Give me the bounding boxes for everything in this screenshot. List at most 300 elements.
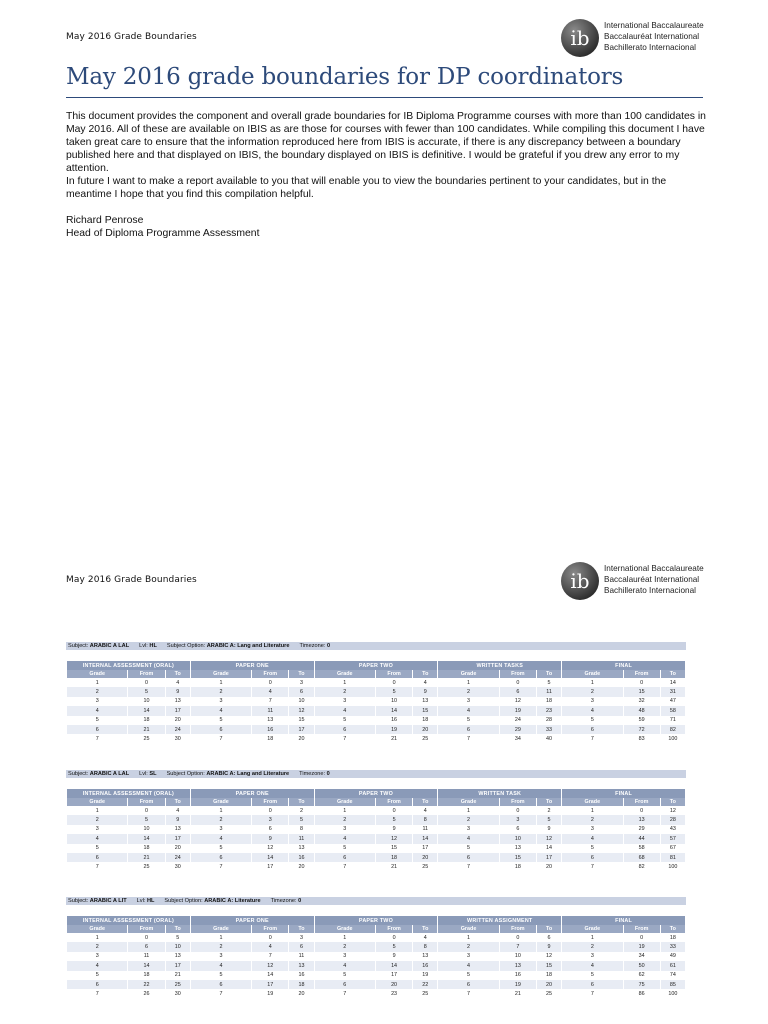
table-cell: 18 (537, 697, 561, 706)
subject-timezone: 0 (326, 771, 330, 777)
table-cell: 2 (438, 815, 498, 824)
header-label-2: May 2016 Grade Boundaries (66, 575, 197, 585)
table-cell: 6 (289, 687, 313, 696)
subject-level: HL (149, 643, 157, 649)
table-cell: 9 (376, 825, 412, 834)
col-header-to: To (413, 925, 437, 933)
table-cell: 67 (661, 844, 685, 853)
table-cell: 4 (562, 834, 622, 843)
table-cell: 1 (191, 933, 251, 942)
table-row (67, 734, 685, 743)
table-cell: 57 (661, 834, 685, 843)
table-cell: 5 (438, 844, 498, 853)
table-cell: 18 (376, 853, 412, 862)
table-cell: 20 (537, 862, 561, 871)
table-cell: 5 (289, 815, 313, 824)
table-row (67, 942, 685, 951)
col-header-grade: Grade (191, 798, 251, 806)
table-cell: 20 (413, 725, 437, 734)
col-header-from: From (128, 798, 164, 806)
table-cell: 7 (191, 862, 251, 871)
table-cell: 15 (413, 706, 437, 715)
table-cell: 3 (67, 952, 127, 961)
table-cell: 6 (438, 725, 498, 734)
col-header-from: From (128, 670, 164, 678)
table-cell: 30 (166, 862, 190, 871)
component-header: WRITTEN TASK (438, 789, 561, 798)
table-cell: 50 (624, 961, 660, 970)
table-cell: 5 (191, 716, 251, 725)
col-header-grade: Grade (191, 670, 251, 678)
table-cell: 10 (128, 825, 164, 834)
table-cell: 5 (562, 716, 622, 725)
table-cell: 7 (67, 734, 127, 743)
table-cell: 4 (315, 706, 375, 715)
table-cell: 3 (315, 952, 375, 961)
table-cell: 17 (166, 961, 190, 970)
table-cell: 5 (537, 815, 561, 824)
page-header-2 (66, 561, 706, 601)
table-cell: 9 (252, 834, 288, 843)
logo-line-fr: Baccalauréat International (604, 32, 700, 41)
col-header-to: To (289, 670, 313, 678)
table-cell: 68 (624, 853, 660, 862)
table-cell: 32 (624, 697, 660, 706)
col-header-to: To (289, 798, 313, 806)
table-cell: 7 (67, 862, 127, 871)
table-cell: 0 (500, 678, 536, 687)
col-header-grade: Grade (315, 798, 375, 806)
table-cell: 5 (376, 687, 412, 696)
table-cell: 75 (624, 980, 660, 989)
document-title: May 2016 grade boundaries for DP coordinators (66, 64, 624, 90)
table-cell: 1 (191, 806, 251, 815)
table-cell: 5 (166, 933, 190, 942)
table-cell: 3 (315, 697, 375, 706)
col-header-from: From (376, 798, 412, 806)
table-cell: 6 (438, 853, 498, 862)
table-cell: 5 (67, 844, 127, 853)
table-row (67, 825, 685, 834)
table-cell: 1 (191, 678, 251, 687)
table-cell: 43 (661, 825, 685, 834)
table-cell: 44 (624, 834, 660, 843)
col-header-to: To (166, 798, 190, 806)
table-row (67, 806, 685, 815)
table-cell: 15 (500, 853, 536, 862)
component-header: INTERNAL ASSESSMENT (ORAL) (67, 661, 190, 670)
table-cell: 47 (661, 697, 685, 706)
table-cell: 1 (315, 933, 375, 942)
table-cell: 9 (413, 687, 437, 696)
grade-boundary-table (66, 789, 686, 872)
component-header: INTERNAL ASSESSMENT (ORAL) (67, 916, 190, 925)
table-cell: 34 (500, 734, 536, 743)
table-cell: 2 (537, 806, 561, 815)
table-cell: 48 (624, 706, 660, 715)
table-cell: 8 (289, 825, 313, 834)
col-header-from: From (624, 798, 660, 806)
component-header: PAPER ONE (191, 789, 314, 798)
table-cell: 18 (128, 716, 164, 725)
col-header-to: To (537, 798, 561, 806)
table-cell: 7 (252, 697, 288, 706)
table-cell: 6 (252, 825, 288, 834)
page-header (66, 18, 706, 58)
table-cell: 9 (376, 952, 412, 961)
table-cell: 7 (191, 734, 251, 743)
table-cell: 14 (128, 834, 164, 843)
table-cell: 14 (128, 706, 164, 715)
table-row (67, 862, 685, 871)
boundary-block (66, 642, 686, 743)
table-cell: 2 (67, 687, 127, 696)
table-cell: 19 (624, 942, 660, 951)
subject-name: ARABIC A LAL (89, 771, 130, 777)
table-cell: 5 (562, 971, 622, 980)
table-cell: 3 (562, 952, 622, 961)
table-row (67, 716, 685, 725)
col-header-grade: Grade (562, 798, 622, 806)
table-cell: 9 (537, 825, 561, 834)
table-cell: 21 (376, 862, 412, 871)
table-cell: 3 (252, 815, 288, 824)
ib-seal-icon (560, 18, 600, 58)
table-cell: 1 (438, 806, 498, 815)
table-cell: 13 (252, 716, 288, 725)
table-cell: 0 (624, 678, 660, 687)
table-row (67, 687, 685, 696)
component-header: PAPER TWO (315, 916, 438, 925)
col-header-to: To (537, 670, 561, 678)
component-header: FINAL (562, 661, 685, 670)
table-cell: 17 (413, 844, 437, 853)
table-cell: 20 (289, 989, 313, 998)
table-cell: 6 (191, 725, 251, 734)
table-cell: 4 (315, 961, 375, 970)
table-cell: 6 (67, 853, 127, 862)
table-cell: 49 (661, 952, 685, 961)
table-cell: 6 (562, 853, 622, 862)
subject-level: HL (146, 898, 155, 904)
table-cell: 14 (661, 678, 685, 687)
table-cell: 3 (500, 815, 536, 824)
table-cell: 23 (537, 706, 561, 715)
table-cell: 10 (128, 697, 164, 706)
table-cell: 10 (166, 942, 190, 951)
table-cell: 16 (289, 853, 313, 862)
table-cell: 4 (191, 706, 251, 715)
col-header-from: From (252, 798, 288, 806)
subject-bar: Subject: ARABIC A LAL Lvl: SL Subject Option: ARABIC A: Lang and Literature Timezone: 0 (66, 770, 686, 778)
table-cell: 2 (315, 815, 375, 824)
svg-text:ib: ib (570, 26, 590, 50)
table-cell: 15 (289, 716, 313, 725)
table-cell: 7 (252, 952, 288, 961)
table-cell: 4 (67, 834, 127, 843)
table-cell: 4 (413, 933, 437, 942)
subject-level: SL (149, 771, 157, 777)
table-cell: 14 (413, 834, 437, 843)
table-cell: 22 (128, 980, 164, 989)
table-cell: 11 (128, 952, 164, 961)
table-cell: 1 (315, 806, 375, 815)
table-cell: 28 (537, 716, 561, 725)
col-header-from: From (500, 925, 536, 933)
table-cell: 16 (413, 961, 437, 970)
table-cell: 3 (562, 697, 622, 706)
col-header-grade: Grade (67, 670, 127, 678)
table-cell: 13 (624, 815, 660, 824)
table-cell: 4 (252, 687, 288, 696)
col-header-to: To (166, 670, 190, 678)
table-cell: 20 (289, 862, 313, 871)
col-header-from: From (624, 925, 660, 933)
table-cell: 20 (376, 980, 412, 989)
table-cell: 0 (128, 933, 164, 942)
table-cell: 6 (562, 980, 622, 989)
table-cell: 4 (438, 961, 498, 970)
table-cell: 18 (537, 971, 561, 980)
table-cell: 13 (166, 697, 190, 706)
table-row (67, 697, 685, 706)
table-cell: 10 (289, 697, 313, 706)
table-cell: 14 (537, 844, 561, 853)
table-cell: 6 (315, 725, 375, 734)
table-cell: 5 (315, 844, 375, 853)
table-cell: 4 (562, 706, 622, 715)
table-cell: 7 (67, 989, 127, 998)
table-cell: 7 (562, 989, 622, 998)
table-cell: 4 (191, 961, 251, 970)
table-cell: 0 (252, 933, 288, 942)
table-cell: 25 (537, 989, 561, 998)
table-cell: 5 (562, 844, 622, 853)
table-cell: 83 (624, 734, 660, 743)
table-cell: 17 (166, 706, 190, 715)
table-row (67, 678, 685, 687)
col-header-from: From (376, 925, 412, 933)
table-row (67, 844, 685, 853)
table-cell: 2 (315, 687, 375, 696)
boundary-block (66, 770, 686, 871)
table-cell: 24 (166, 853, 190, 862)
ib-logo-2 (560, 561, 710, 601)
table-cell: 17 (289, 725, 313, 734)
grade-boundary-table (66, 916, 686, 999)
col-header-from: From (500, 798, 536, 806)
table-cell: 72 (624, 725, 660, 734)
table-cell: 31 (661, 687, 685, 696)
col-header-grade: Grade (438, 925, 498, 933)
table-cell: 25 (166, 980, 190, 989)
table-cell: 4 (413, 806, 437, 815)
table-cell: 6 (438, 980, 498, 989)
table-cell: 0 (500, 806, 536, 815)
component-header: PAPER TWO (315, 661, 438, 670)
col-header-grade: Grade (562, 925, 622, 933)
subject-option: ARABIC A: Literature (204, 898, 261, 904)
table-cell: 10 (376, 697, 412, 706)
table-cell: 4 (67, 706, 127, 715)
table-cell: 3 (562, 825, 622, 834)
table-cell: 12 (537, 952, 561, 961)
table-cell: 2 (562, 815, 622, 824)
subject-bar: Subject: ARABIC A LIT Lvl: HL Subject Option: ARABIC A: Literature Timezone: 0 (66, 897, 686, 905)
table-cell: 62 (624, 971, 660, 980)
table-cell: 4 (166, 678, 190, 687)
table-cell: 22 (413, 980, 437, 989)
table-cell: 33 (537, 725, 561, 734)
col-header-grade: Grade (562, 670, 622, 678)
component-header: PAPER ONE (191, 661, 314, 670)
table-cell: 0 (376, 678, 412, 687)
component-header: FINAL (562, 789, 685, 798)
table-cell: 33 (661, 942, 685, 951)
table-cell: 6 (289, 942, 313, 951)
table-cell: 18 (413, 716, 437, 725)
table-cell: 0 (624, 933, 660, 942)
table-cell: 16 (500, 971, 536, 980)
intro-paragraph-2: In future I want to make a report available to you that will enable you to view the boundaries pertinent to your candidates, but in the meantime I hope that you find this compilation helpful. (66, 176, 667, 200)
table-cell: 26 (128, 989, 164, 998)
table-row (67, 725, 685, 734)
table-row (67, 952, 685, 961)
table-cell: 2 (315, 942, 375, 951)
table-cell: 5 (191, 971, 251, 980)
table-cell: 4 (252, 942, 288, 951)
component-header: FINAL (562, 916, 685, 925)
table-cell: 2 (562, 687, 622, 696)
table-cell: 3 (289, 678, 313, 687)
table-cell: 7 (438, 989, 498, 998)
table-cell: 3 (191, 825, 251, 834)
col-header-to: To (413, 670, 437, 678)
table-cell: 15 (624, 687, 660, 696)
table-cell: 4 (413, 678, 437, 687)
table-cell: 17 (166, 834, 190, 843)
subject-name: ARABIC A LIT (89, 898, 127, 904)
logo-line-fr: Baccalauréat International (604, 575, 700, 584)
table-cell: 11 (252, 706, 288, 715)
table-cell: 21 (166, 971, 190, 980)
table-cell: 7 (562, 862, 622, 871)
table-cell: 3 (315, 825, 375, 834)
table-cell: 4 (67, 961, 127, 970)
table-cell: 4 (438, 706, 498, 715)
table-cell: 12 (537, 834, 561, 843)
table-cell: 5 (376, 815, 412, 824)
table-cell: 5 (191, 844, 251, 853)
table-cell: 2 (67, 815, 127, 824)
table-cell: 20 (413, 853, 437, 862)
table-cell: 24 (500, 716, 536, 725)
table-cell: 14 (252, 853, 288, 862)
table-row (67, 971, 685, 980)
table-cell: 81 (661, 853, 685, 862)
col-header-grade: Grade (67, 925, 127, 933)
table-row (67, 933, 685, 942)
table-cell: 5 (128, 687, 164, 696)
table-cell: 11 (289, 952, 313, 961)
col-header-to: To (413, 798, 437, 806)
table-cell: 5 (438, 716, 498, 725)
table-cell: 1 (438, 678, 498, 687)
table-row (67, 815, 685, 824)
table-cell: 40 (537, 734, 561, 743)
col-header-from: From (252, 670, 288, 678)
table-cell: 58 (661, 706, 685, 715)
table-row (67, 834, 685, 843)
table-cell: 13 (413, 952, 437, 961)
table-cell: 19 (252, 989, 288, 998)
table-cell: 16 (252, 725, 288, 734)
component-header: PAPER ONE (191, 916, 314, 925)
table-cell: 5 (438, 971, 498, 980)
table-cell: 19 (500, 980, 536, 989)
table-cell: 23 (376, 989, 412, 998)
table-cell: 0 (128, 806, 164, 815)
table-cell: 8 (413, 815, 437, 824)
table-cell: 7 (191, 989, 251, 998)
table-cell: 6 (562, 725, 622, 734)
table-cell: 82 (624, 862, 660, 871)
table-cell: 20 (289, 734, 313, 743)
table-cell: 4 (438, 834, 498, 843)
table-cell: 14 (252, 971, 288, 980)
table-cell: 29 (624, 825, 660, 834)
col-header-to: To (166, 925, 190, 933)
table-cell: 3 (438, 825, 498, 834)
table-cell: 2 (191, 815, 251, 824)
table-cell: 0 (252, 678, 288, 687)
table-cell: 1 (438, 933, 498, 942)
table-cell: 6 (67, 980, 127, 989)
grade-boundary-table (66, 661, 686, 744)
table-row (67, 853, 685, 862)
table-cell: 18 (500, 862, 536, 871)
table-cell: 5 (315, 971, 375, 980)
table-cell: 21 (376, 734, 412, 743)
table-cell: 7 (315, 989, 375, 998)
table-cell: 19 (500, 706, 536, 715)
table-cell: 58 (624, 844, 660, 853)
table-cell: 0 (252, 806, 288, 815)
table-cell: 74 (661, 971, 685, 980)
table-cell: 12 (500, 697, 536, 706)
table-cell: 7 (500, 942, 536, 951)
component-header: PAPER TWO (315, 789, 438, 798)
table-cell: 12 (289, 706, 313, 715)
table-cell: 30 (166, 734, 190, 743)
table-cell: 1 (67, 806, 127, 815)
intro-paragraph-1: This document provides the component and overall grade boundaries for IB Diploma Programme courses with more than 100 candidates in May 2016. All of these are available on IBIS as are those for courses with fewer than 100 candidates. While compiling this document I have taken great care to ensure that the information reproduced here from IBIS is accurate, if there is any discrepancy between a boundary published here and that displayed on IBIS, the boundary displayed on IBIS is definitive. I would be grateful if you drew any error to my attention. (66, 111, 706, 174)
svg-text:ib: ib (570, 569, 590, 593)
logo-line-en: International Baccalaureate (604, 21, 704, 30)
table-cell: 0 (624, 806, 660, 815)
table-cell: 13 (289, 844, 313, 853)
table-cell: 3 (438, 697, 498, 706)
header-label: May 2016 Grade Boundaries (66, 32, 197, 42)
table-cell: 25 (413, 734, 437, 743)
table-cell: 4 (166, 806, 190, 815)
table-row (67, 980, 685, 989)
table-cell: 17 (252, 980, 288, 989)
logo-line-es: Bachillerato Internacional (604, 43, 696, 52)
table-cell: 7 (315, 862, 375, 871)
table-cell: 85 (661, 980, 685, 989)
table-cell: 25 (413, 862, 437, 871)
